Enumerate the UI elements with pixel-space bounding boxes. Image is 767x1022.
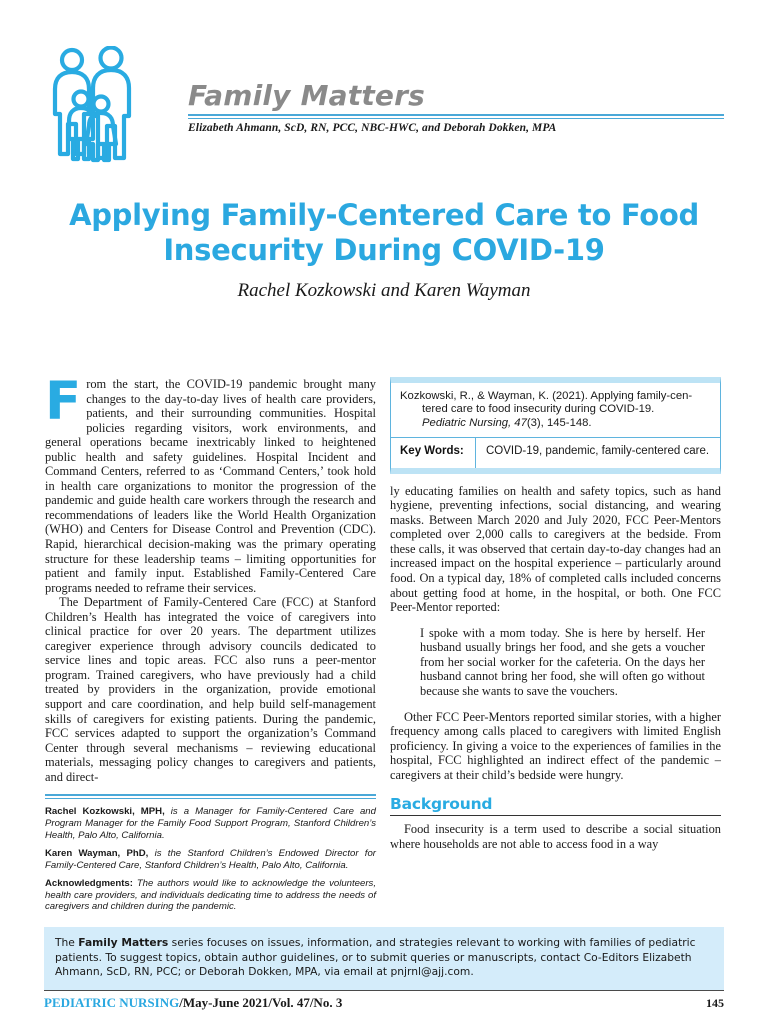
citation-journal-name: Pediatric Nursing, 47 xyxy=(422,416,527,429)
citation-line-2: tered care to food insecurity during COVID-19. xyxy=(422,403,655,416)
masthead xyxy=(44,46,724,164)
acknowledgments-text: The authors would like to acknowledge the volunteers, health care providers, and individuals dedicating time to address the needs of caregivers and children during the pandemic. xyxy=(45,878,376,913)
author-bio-divider xyxy=(45,794,376,799)
masthead-byline: Elizabeth Ahmann, ScD, RN, PCC, NBC-HWC, and Deborah Dokken, MPA xyxy=(188,122,557,134)
body-paragraph: Food insecurity is a term used to describe a social situation where households are not able to access food in a way xyxy=(390,822,721,851)
article-authors: Rachel Kozkowski and Karen Wayman xyxy=(237,280,531,301)
citation-line-3 xyxy=(400,417,711,430)
keywords-row xyxy=(391,438,720,468)
acknowledgments-label: Acknowledgments: xyxy=(45,878,133,890)
masthead-text xyxy=(152,79,724,134)
notice-post-text: series focuses on issues, information, and strategies relevant to working with families of pediatric patients. To suggest topics, obtain author guidelines, or to submit queries or manuscripts, contact Co-Editors Elizabeth Ahmann, ScD, RN, PCC; or Deborah Dokken, MPA, via email at pnjrnl@ajj.com. xyxy=(55,936,696,978)
author-bio-text: is the Stanford Children’s Endowed Director for Family-Centered Care, Stanford Children’s Health, Palo Alto, California. xyxy=(45,848,376,871)
keywords-value: COVID-19, pandemic, family-centered care. xyxy=(486,445,710,458)
author-bio xyxy=(45,806,376,841)
citation-line-1: Kozkowski, R., & Wayman, K. (2021). Applying family-cen- xyxy=(400,390,693,402)
author-bio-text: is a Manager for Family-Centered Care and Program Manager for the Family Food Support Program, Stanford Children’s Health, Palo Alto, California. xyxy=(45,806,376,841)
author-bio xyxy=(45,848,376,871)
citation-reference xyxy=(391,383,720,438)
notice-pre-text: The xyxy=(55,936,79,949)
body-paragraph: ly educating families on health and safety topics, such as hand hygiene, preventing infections, social distancing, and wearing masks. Between March 2020 and July 2020, FCC Peer-Mentors completed over 2,000 calls to caregivers at the bedside. From these calls, it was observed that certain day-to-day changes had an increased impact on the hospital experience – particularly around food. On a typical day, 18% of completed calls included concerns about getting food at home, in the hospital, or both. One FCC Peer-Mentor reported: xyxy=(390,483,721,615)
footer-journal-name: PEDIATRIC NURSING xyxy=(44,995,180,1010)
keywords-label: Key Words: xyxy=(391,438,476,468)
page-footer xyxy=(44,995,724,1011)
citation-journal-pages: (3), 145-148. xyxy=(526,416,592,429)
body-paragraph: From the start, the COVID-19 pandemic brought many changes to the day-to-day lives of health care providers, patients, and their surrounding communities. Hospital policies regarding visitors, work environments, and general operations became inextricably linked to heightened public health and safety guidelines. Hospital Incident and Command Centers, referred to as ‘Command Centers,’ took hold in health care organizations to monitor the progression of the pandemic and guide health care workers through the research and recommendations of leaders like the World Health Organization (WHO) and Centers for Disease Control and Prevention (CDC). Rapid, hierarchical decision-making was the primary operating structure for these leadership teams – limiting opportunities for patient and family input. Established Family-Centered Care programs needed to reframe their services. xyxy=(45,371,376,595)
author-bio-name: Rachel Kozkowski, MPH, xyxy=(45,806,165,818)
acknowledgments-note xyxy=(45,878,376,913)
masthead-divider xyxy=(188,114,724,119)
notice-series-name: Family Matters xyxy=(78,936,169,949)
page-number: 145 xyxy=(706,996,724,1010)
footer-citation-line xyxy=(44,995,342,1011)
citation-box xyxy=(390,377,721,474)
family-silhouettes-logo xyxy=(44,46,148,164)
right-column xyxy=(390,377,721,851)
body-paragraph: Other FCC Peer-Mentors reported similar stories, with a higher frequency among calls placed to caregivers with limited English proficiency. In giving a voice to the experiences of families in the hospital, FCC highlighted an indirect effect of the pandemic – caregivers at their child’s bedside were hungry. xyxy=(390,709,721,782)
footer-divider xyxy=(44,990,724,991)
section-heading-background: Background xyxy=(390,795,721,816)
author-bio-name: Karen Wayman, PhD, xyxy=(45,848,149,860)
series-notice-box xyxy=(44,927,724,991)
left-column xyxy=(45,371,376,920)
series-title: Family Matters xyxy=(188,79,425,112)
pull-quote: I spoke with a mom today. She is here by herself. Her husband usually brings her food, and she gets a voucher from her social worker for the cafeteria. On the days her husband cannot bring her food, she will often go without because she wants to save the vouchers. xyxy=(420,625,705,699)
article-title: Applying Family-Centered Care to Food Insecurity During COVID-19 xyxy=(69,198,699,267)
footer-issue-info: /May-June 2021/Vol. 47/No. 3 xyxy=(179,995,343,1010)
body-paragraph: The Department of Family-Centered Care (FCC) at Stanford Children’s Health has integrated the voice of caregivers into clinical practice for over 20 years. The department utilizes caregiver experience through advisory councils dedicated to service lines and topic areas. FCC also runs a peer-mentor program. Trained caregivers, who have previously had a child treated by providers in the organization, provide emotional support and care coordination, and help build self-management skills of caregivers for existing patients. During the pandemic, FCC services adapted to support the organization’s Command Center through several mechanisms – reviewing educational materials, messaging policy changes to caregivers and patients, and direct- xyxy=(45,595,376,784)
